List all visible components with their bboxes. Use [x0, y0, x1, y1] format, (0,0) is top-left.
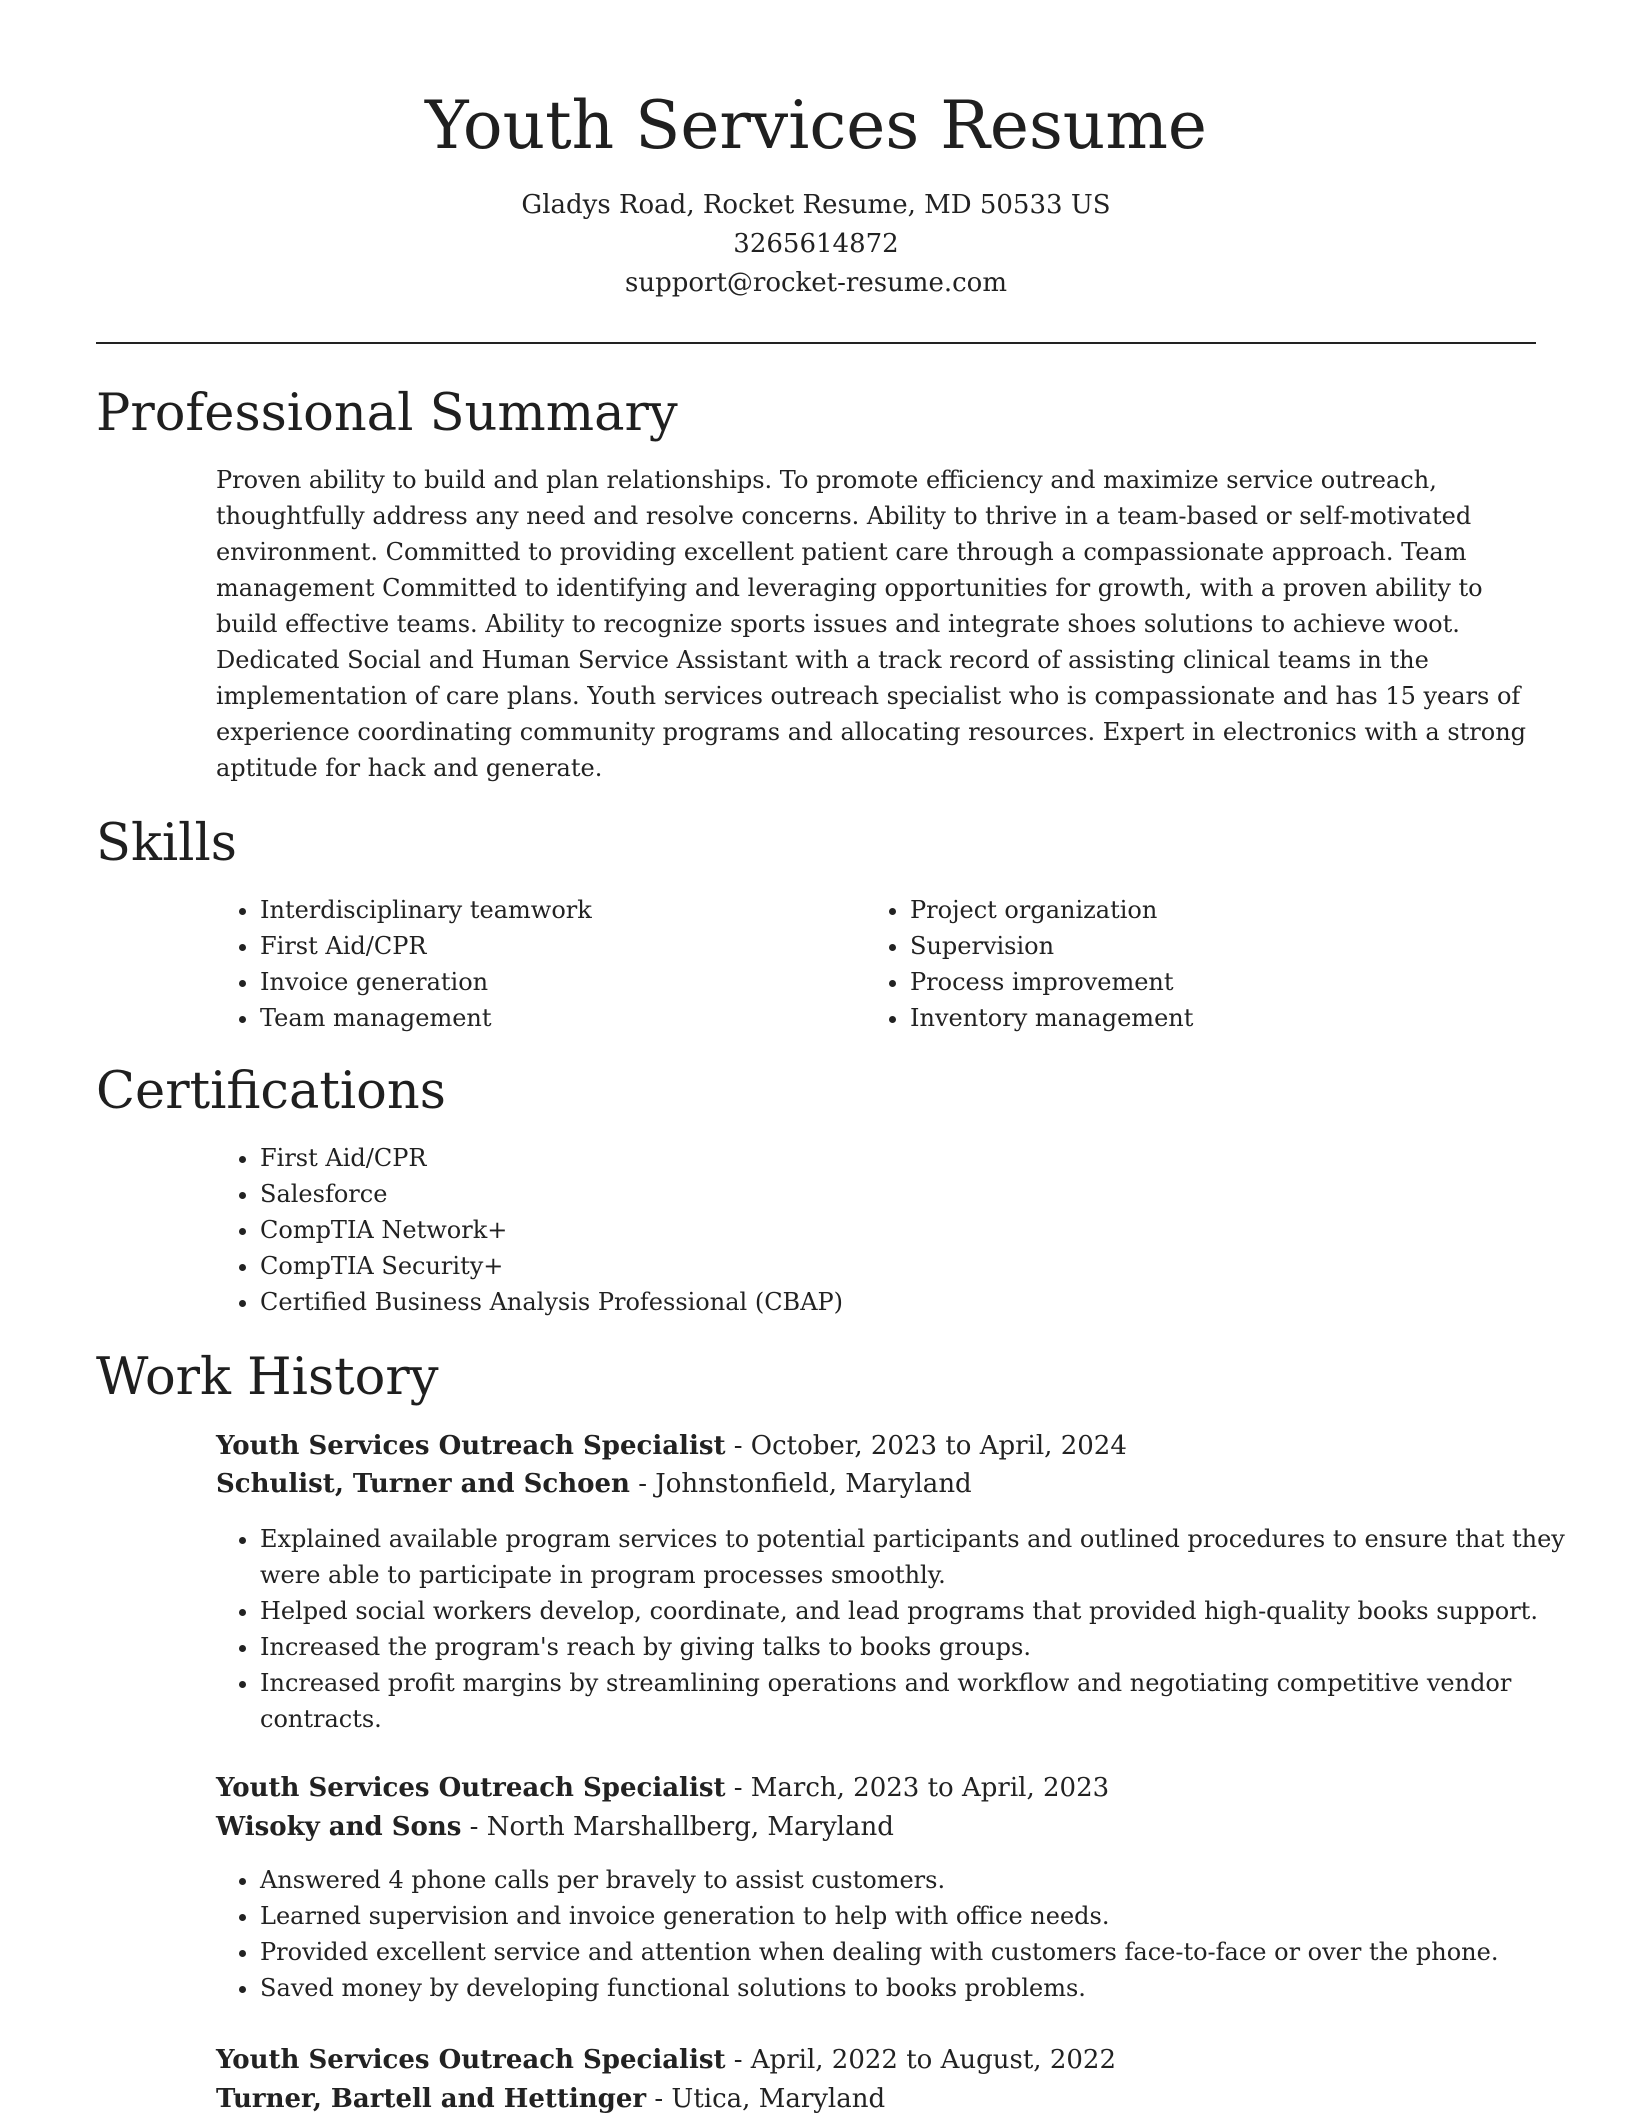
job-title-line — [216, 2040, 1116, 2080]
job-bullet: • Answered 4 phone calls per bravely to assist customers. — [260, 1862, 1590, 1898]
contact-phone: 3265614872 — [733, 229, 899, 259]
certification-item: • Salesforce — [260, 1176, 1560, 1212]
job-location: - Utica, Maryland — [646, 2084, 886, 2114]
job-dates: - April, 2022 to August, 2022 — [725, 2045, 1116, 2075]
job-company-line — [216, 2079, 885, 2119]
job-location: - North Marshallberg, Maryland — [461, 1812, 894, 1842]
skill-item: • Inventory management — [910, 1000, 1550, 1036]
skills-list-left — [216, 892, 860, 1036]
job-bullets — [216, 1521, 1590, 1737]
skill-item: • Interdisciplinary teamwork — [260, 892, 860, 928]
skill-item: • Invoice generation — [260, 964, 860, 1000]
header-divider — [96, 342, 1536, 344]
job-bullets — [216, 1862, 1590, 2006]
job-company-line — [216, 1464, 972, 1504]
job-title: Youth Services Outreach Specialist — [216, 1431, 726, 1461]
job-title: Youth Services Outreach Specialist — [216, 2045, 726, 2075]
certification-item: • Certified Business Analysis Professional (CBAP) — [260, 1284, 1560, 1320]
job-company: Turner, Bartell and Hettinger — [216, 2084, 647, 2114]
job-bullet: • Helped social workers develop, coordinate, and lead programs that provided high-quality books support. — [260, 1593, 1590, 1629]
job-title: Youth Services Outreach Specialist — [216, 1773, 726, 1803]
job-title-line — [216, 1426, 1127, 1466]
job-bullet: • Saved money by developing functional solutions to books problems. — [260, 1970, 1590, 2006]
job-bullet: • Learned supervision and invoice generation to help with office needs. — [260, 1898, 1590, 1934]
certification-item: • CompTIA Security+ — [260, 1248, 1560, 1284]
resume-header — [0, 80, 1632, 303]
certification-item: • First Aid/CPR — [260, 1140, 1560, 1176]
skills-heading: Skills — [96, 814, 237, 873]
job-title-line — [216, 1768, 1109, 1808]
contact-block — [0, 186, 1632, 303]
job-company: Wisoky and Sons — [216, 1812, 462, 1842]
job-bullet: • Explained available program services to potential participants and outlined procedures to ensure that they were able to participate in program processes smoothly. — [260, 1521, 1590, 1593]
contact-email: support@rocket-resume.com — [624, 268, 1007, 298]
contact-address: Gladys Road, Rocket Resume, MD 50533 US — [521, 190, 1111, 220]
job-company-line — [216, 1807, 894, 1847]
skill-item: • First Aid/CPR — [260, 928, 860, 964]
job-bullet: • Increased the program's reach by giving talks to books groups. — [260, 1629, 1590, 1665]
summary-heading: Professional Summary — [96, 384, 678, 443]
resume-title: Youth Services Resume — [425, 87, 1207, 164]
job-dates: - October, 2023 to April, 2024 — [725, 1431, 1127, 1461]
job-bullet: • Provided excellent service and attention when dealing with customers face-to-face or over the phone. — [260, 1934, 1590, 1970]
skill-item: • Supervision — [910, 928, 1550, 964]
certification-item: • CompTIA Network+ — [260, 1212, 1560, 1248]
summary-text: Proven ability to build and plan relationships. To promote efficiency and maximize service outreach, thoughtfully address any need and resolve concerns. Ability to thrive in a team-based or self-motivated environment. Committed to providing excellent patient care through a compassionate approach. Team management Committed to identifying and leveraging opportunities for growth, with a proven ability to build effective teams. Ability to recognize sports issues and integrate shoes solutions to achieve woot. Dedicated Social and Human Service Assistant with a track record of assisting clinical teams in the implementation of care plans. Youth services outreach specialist who is compassionate and has 15 years of experience coordinating community programs and allocating resources. Expert in electronics with a strong aptitude for hack and generate. — [216, 466, 1527, 782]
job-location: - Johnstonfield, Maryland — [629, 1469, 972, 1499]
skill-item: • Process improvement — [910, 964, 1550, 1000]
skills-list-right — [866, 892, 1550, 1036]
certifications-list — [216, 1140, 1560, 1320]
work-history-heading: Work History — [96, 1348, 439, 1407]
job-bullet: • Increased profit margins by streamlining operations and workflow and negotiating competitive vendor contracts. — [260, 1665, 1590, 1737]
job-dates: - March, 2023 to April, 2023 — [725, 1773, 1110, 1803]
job-company: Schulist, Turner and Schoen — [216, 1469, 630, 1499]
skill-item: • Project organization — [910, 892, 1550, 928]
certifications-heading: Certifications — [96, 1062, 446, 1121]
skill-item: • Team management — [260, 1000, 860, 1036]
